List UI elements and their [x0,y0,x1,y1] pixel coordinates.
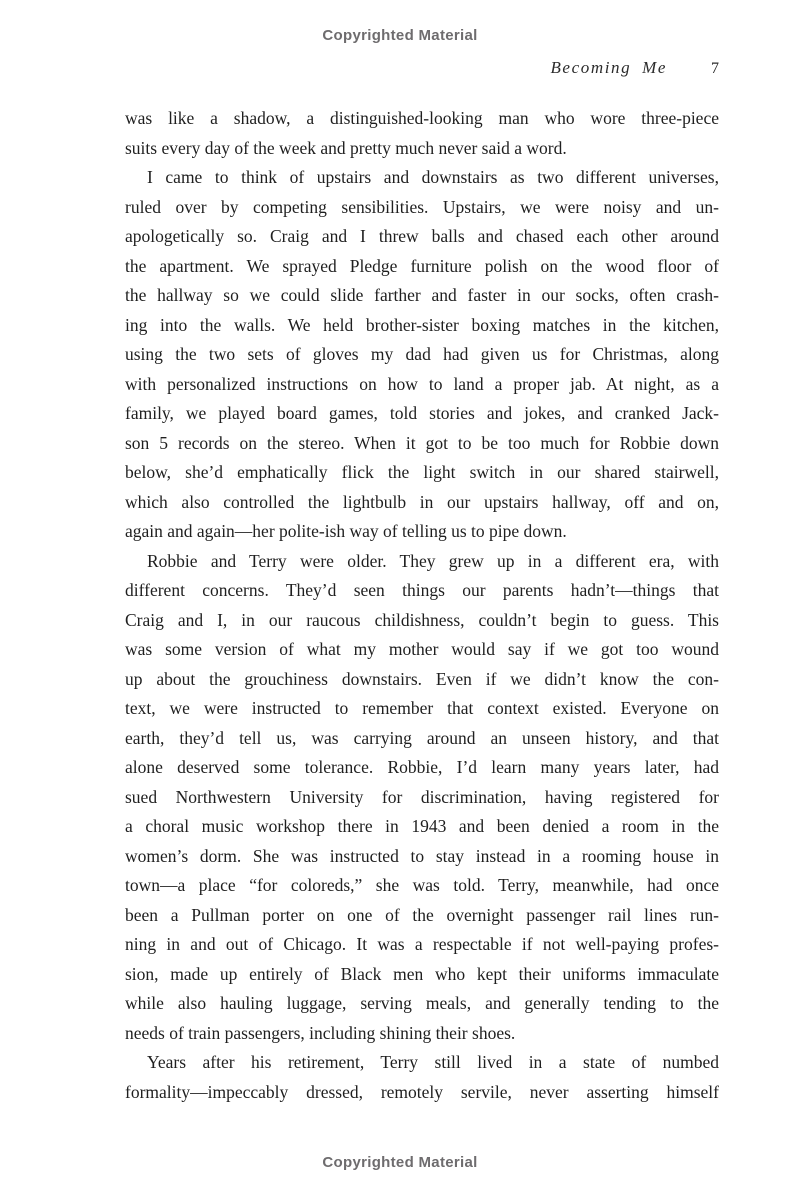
text-line: sued Northwestern University for discrimination, having registered for [125,786,719,807]
body-text [125,104,719,1107]
text-line: which also controlled the lightbulb in our upstairs hallway, off and on, [125,491,719,512]
text-line: earth, they’d tell us, was carrying around an unseen history, and that [125,727,719,748]
text-line: a choral music workshop there in 1943 and been denied a room in the [125,816,719,836]
text-line: different concerns. They’d seen things our parents hadn’t—things that [125,580,719,600]
text-line: Craig and I, in our raucous childishness, couldn’t begin to guess. This [125,609,719,630]
text-line: formality—impeccably dressed, remotely servile, never asserting himself [125,1081,719,1102]
running-header-title: Becoming Me [550,58,667,77]
text-line: apologetically so. Craig and I threw balls and chased each other around [125,226,719,246]
text-line: ning in and out of Chicago. It was a respectable if not well-paying profes- [125,934,719,954]
paragraph [125,163,719,547]
text-line: family, we played board games, told stories and jokes, and cranked Jack- [125,403,719,423]
copyright-watermark-bottom: Copyrighted Material [322,1154,478,1171]
paragraph [125,547,719,1049]
text-line: while also hauling luggage, serving meals, and generally tending to the [125,993,719,1013]
text-line: was like a shadow, a distinguished-looking man who wore three-piece [125,108,719,128]
text-line: I came to think of upstairs and downstairs as two different universes, [147,167,719,187]
text-line: text, we were instructed to remember that context existed. Everyone on [125,698,719,718]
page-number: 7 [711,60,719,77]
text-line: the apartment. We sprayed Pledge furniture polish on the wood floor of [125,255,719,276]
text-line: ruled over by competing sensibilities. Upstairs, we were noisy and un- [125,196,719,217]
text-line: sion, made up entirely of Black men who kept their uniforms immaculate [125,963,719,984]
running-header [125,58,719,78]
text-line: up about the grouchiness downstairs. Even if we didn’t know the con- [125,668,719,689]
text-line: Years after his retirement, Terry still lived in a state of numbed [147,1052,719,1072]
text-line: using the two sets of gloves my dad had given us for Christmas, along [125,344,719,364]
text-line: again and again—her polite-ish way of telling us to pipe down. [125,521,567,541]
paragraph [125,104,719,163]
text-line: son 5 records on the stereo. When it got to be too much for Robbie down [125,432,719,453]
text-line: ing into the walls. We held brother-sister boxing matches in the kitchen, [125,314,719,335]
paragraph [125,1048,719,1107]
text-line: was some version of what my mother would say if we got too wound [125,639,719,659]
text-line: below, she’d emphatically flick the light switch in our shared stairwell, [125,462,719,482]
text-line: with personalized instructions on how to land a proper jab. At night, as a [125,373,719,394]
text-line: town—a place “for coloreds,” she was told. Terry, meanwhile, had once [125,875,719,895]
text-line: Robbie and Terry were older. They grew up in a different era, with [147,550,719,571]
copyright-watermark-top: Copyrighted Material [322,27,478,44]
text-line: women’s dorm. She was instructed to stay instead in a rooming house in [125,845,719,866]
text-line: been a Pullman porter on one of the overnight passenger rail lines run- [125,904,719,925]
text-line: the hallway so we could slide farther and faster in our socks, often crash- [125,285,719,305]
text-line: needs of train passengers, including shining their shoes. [125,1022,516,1043]
text-line: suits every day of the week and pretty much never said a word. [125,137,567,158]
text-line: alone deserved some tolerance. Robbie, I’d learn many years later, had [125,757,719,777]
